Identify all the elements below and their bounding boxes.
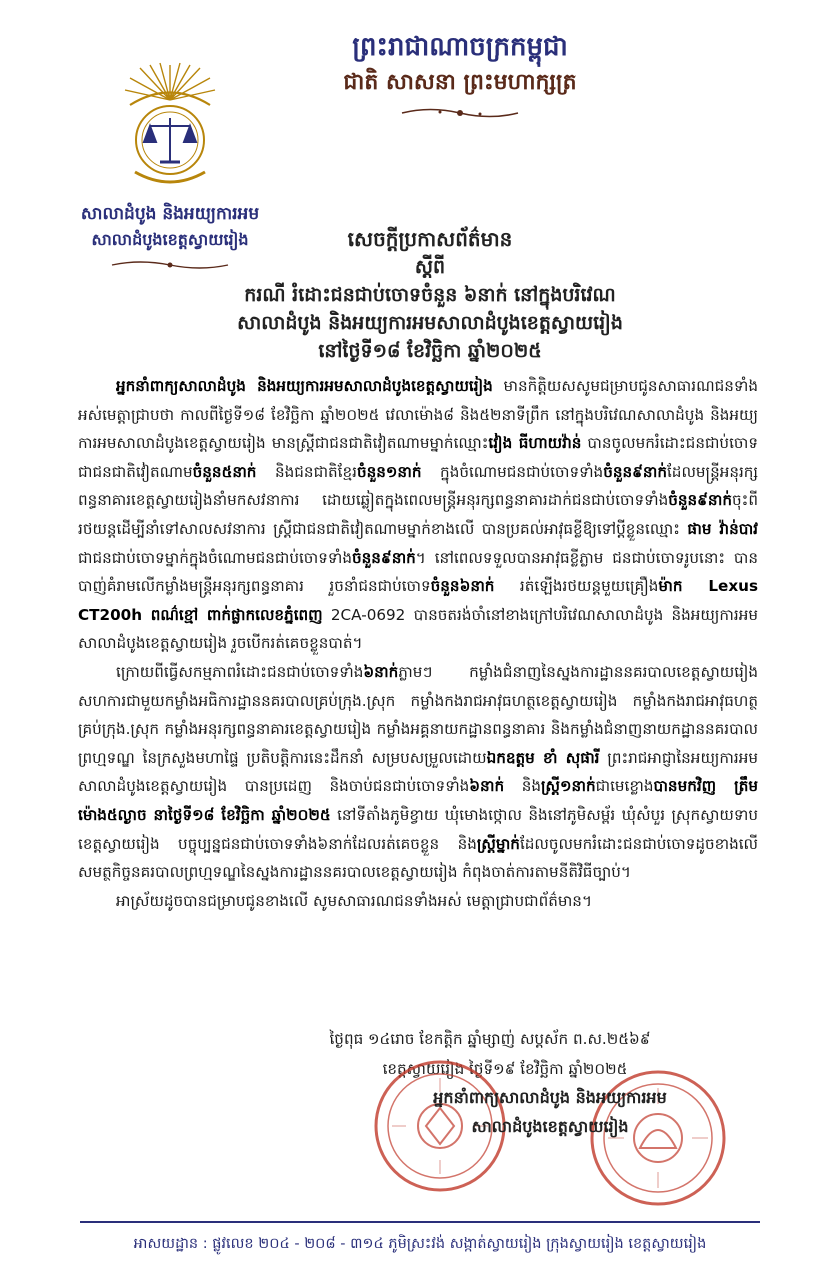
count: ៦នាក់ [363,662,399,681]
text-span: ជាជនជាប់ចោទម្នាក់ក្នុងចំណោមជនជាប់ចោទទាំង [78,548,353,567]
lunar-date: ថ្ងៃពុធ ១៤រោច ខែកត្តិក ឆ្នាំម្សាញ់ សប្តស័ក ព.ស.២៥៦៩ [329,1030,651,1048]
text-span: ជាមេខ្លោង [595,777,654,796]
text-span: ព្រះរាជអាជ្ញានៃអយ្យការអមសាលាដំបូងខេត្តស្វាយរៀង បានប្រដេញ និងចាប់ជនជាប់ចោទទាំង [78,748,758,796]
institution-province: សាលាដំបូងខេត្តស្វាយរៀង [91,230,249,249]
footer-divider [80,1221,760,1223]
text-span: ដែលចូលមករំដោះជនជាប់ចោទដូចខាងលើ សមត្ថកិច្ចនគរបាលព្រហ្មទណ្ឌនៃស្នងការដ្ឋាននគរបាលខេត្តស្វាយរៀង កំពុងចាត់ការតាមនីតិវិធីច្បាប់។ [78,834,758,882]
suspect-name: វៀង ធីហាយវ៉ាន់ [488,434,582,453]
title-line-4: សាលាដំបូង និងអយ្យការអមសាលាដំបូងខេត្តស្វាយរៀង [237,312,623,334]
text-span: ក្រោយពីធ្វើសកម្មភាពរំដោះជនជាប់ចោទទាំង [116,662,364,681]
text-span: មានកិត្តិយសសូមជម្រាបជូនសាធារណជនទាំងអស់មេត្តាជ្រាបថា កាលពីថ្ងៃទី១៨ ខែវិច្ឆិកា ឆ្នាំ២០២៥ វេលាម៉ោង៨ និង៥២នាទីព្រឹក នៅក្នុងបរិវេណសាលាដំបូង និងអយ្យការអមសាលាដំបូងខេត្តស្វាយរៀង មានស្ត្រីជាជនជាតិវៀតណាមម្នាក់ឈ្មោះ [78,377,758,453]
prosecutor-name: ឯកឧត្តម ខាំ សុផារី [486,748,600,767]
title-line-5: នៅថ្ងៃទី១៨ ខែវិច្ឆិកា ឆ្នាំ២០២៥ [318,340,542,362]
ornament-divider-icon [400,106,520,120]
count: ស្ត្រី១នាក់ [541,777,596,796]
text-span: បានចតរង់ចាំនៅខាងក្រៅបរិវេណសាលាដំបូង និងអយ្យការអមសាលាដំបូងខេត្តស្វាយរៀង រួចបើករត់គេចខ្លួនបាត់។ [78,605,758,653]
text-span: ដែលមន្ត្រីអនុរក្សពន្ធនាគារខេត្តស្វាយរៀងនាំមកសវនាការ ដោយឆ្លៀតក្នុងពេលមន្ត្រីអនុរក្សពន្ធនាគារដាក់ជនជាប់ចោទទាំង [78,462,758,510]
national-motto: ជាតិ សាសនា ព្រះមហាក្សត្រ [343,70,577,95]
paragraph-3: អាស្រ័យដូចបានជម្រាបជូនខាងលើ សូមសាធារណជនទាំងអស់ មេត្តាជ្រាបជាព័ត៌មាន។ [116,891,592,910]
plate-number: 2CA-0692 [322,605,406,624]
kingdom-motto [300,28,620,120]
count: ចំនួន៩នាក់ [668,491,733,510]
text-span: ចុះពីរថយន្តដើម្បីនាំទៅសាលសវនាការ ស្ត្រីជាជនជាតិវៀតណាមម្នាក់ខាងលើ បានប្រគល់អាវុធខ្លីឱ្យទៅប្តីខ្លួនឈ្មោះ [78,491,758,538]
text-span: ភ្លាមៗ កម្លាំងជំនាញនៃស្នងការដ្ឋាននគរបាលខេត្តស្វាយរៀង សហការជាមួយកម្លាំងអធិការដ្ឋាននគរបាលគ្រប់ក្រុង.ស្រុក កម្លាំងកងរាជអាវុធហត្ថខេត្តស្វាយរៀង កម្លាំងកងរាជអាវុធហត្ថគ្រប់ក្រុង.ស្រុក កម្លាំងអនុរក្សពន្ធនាគារខេត្តស្វាយរៀង កម្លាំងអគ្គនាយកដ្ឋានពន្ធនាគារ និងកម្លាំងជំនាញនាយកដ្ឋាននគរបាលព្រហ្មទណ្ឌ នៃក្រសួងមហាផ្ទៃ ប្រតិបត្តិការនេះដឹកនាំ សម្របសម្រួលដោយ [78,662,758,767]
text-span: ក្នុងចំណោមជនជាប់ចោទទាំង [421,462,604,481]
title-line-1: សេចក្តីប្រកាសព័ត៌មាន [347,227,513,251]
text-span: រត់ឡើងរថយន្តមួយគ្រឿង [494,577,659,596]
count: ចំនួន៩នាក់ [603,462,667,481]
signatory-institution: សាលាដំបូងខេត្តស្វាយរៀង [471,1117,629,1136]
footer-address: អាសយដ្ឋាន : ផ្លូវលេខ ២០៤ - ២០៨ - ៣១៤ ភូមិស្រះវង់ សង្កាត់ស្វាយរៀង ក្រុងស្វាយរៀង ខេត្តស្វាយរៀង [133,1236,707,1252]
paragraph-2 [78,658,758,887]
text-span: ។ នៅពេលទទួលបានអាវុធខ្លីភ្លាម ជនជាប់ចោទរូបនោះ បានបាញ់គំរាមលើកម្លាំងមន្ត្រីអនុរក្សពន្ធនាគារ រួចនាំជនជាប់ចោទ [78,548,758,596]
text-span: និង [504,777,542,796]
text-span: និងជនជាតិខ្មែរ [256,462,357,481]
announcement-title [150,225,710,365]
court-emblem-icon [105,60,235,195]
kingdom-name: ព្រះរាជាណាចក្រកម្ពុជា [352,32,568,62]
signatory-title: អ្នកនាំពាក្យសាលាដំបូង និងអយ្យការអម [433,1088,667,1107]
text-span: បានចូលមករំដោះជនជាប់ចោទជាជនជាតិវៀតណាម [78,434,758,481]
spokesperson: អ្នកនាំពាក្យសាលាដំបូង និងអយ្យការអមសាលាដំបូងខេត្តស្វាយរៀង [116,377,493,395]
arrest-time: បានមកវិញ ត្រឹមម៉ោង៥ល្ងាច នាថ្ងៃទី១៨ ខែវិច្ឆិកា ឆ្នាំ២០២៥ [78,777,758,824]
suspect-name: ផាម វ៉ាន់បាវ [687,519,758,538]
count: ចំនួន៩នាក់ [352,548,416,567]
title-line-2: ស្តីពី [414,256,446,278]
institution-name: សាលាដំបូង និងអយ្យការអម [80,204,260,224]
paragraph-1 [78,372,758,658]
count: ចំនួន១នាក់ [356,462,422,481]
announcement-body [78,372,758,915]
count: ៦នាក់ [469,777,505,796]
solar-date: ខេត្តស្វាយរៀង ថ្ងៃទី១៩ ខែវិច្ឆិកា ឆ្នាំ២០២៥ [382,1060,628,1078]
count: ចំនួន៦នាក់ [430,577,495,596]
count: ចំនួន៥នាក់ [192,462,257,481]
title-line-3: ករណី រំដោះជនជាប់ចោទចំនួន ៦នាក់ នៅក្នុងបរិវេណ [244,284,616,306]
vehicle: ម៉ាក Lexus CT200h ពណ៌ខ្មៅ ពាក់ផ្លាកលេខភ្នំពេញ [78,577,759,624]
text-span: នៅទីតាំងភូមិខ្វាយ ឃុំមោងថ្កោល និងនៅភូមិសម្ព័រ ឃុំសំបួរ ស្រុកស្វាយទាប ខេត្តស្វាយរៀង បច្ចុប្បន្នជនជាប់ចោទទាំង៦នាក់ដែលរត់គេចខ្លួន និង [78,805,758,853]
count: ស្ត្រីម្នាក់ [476,834,520,853]
